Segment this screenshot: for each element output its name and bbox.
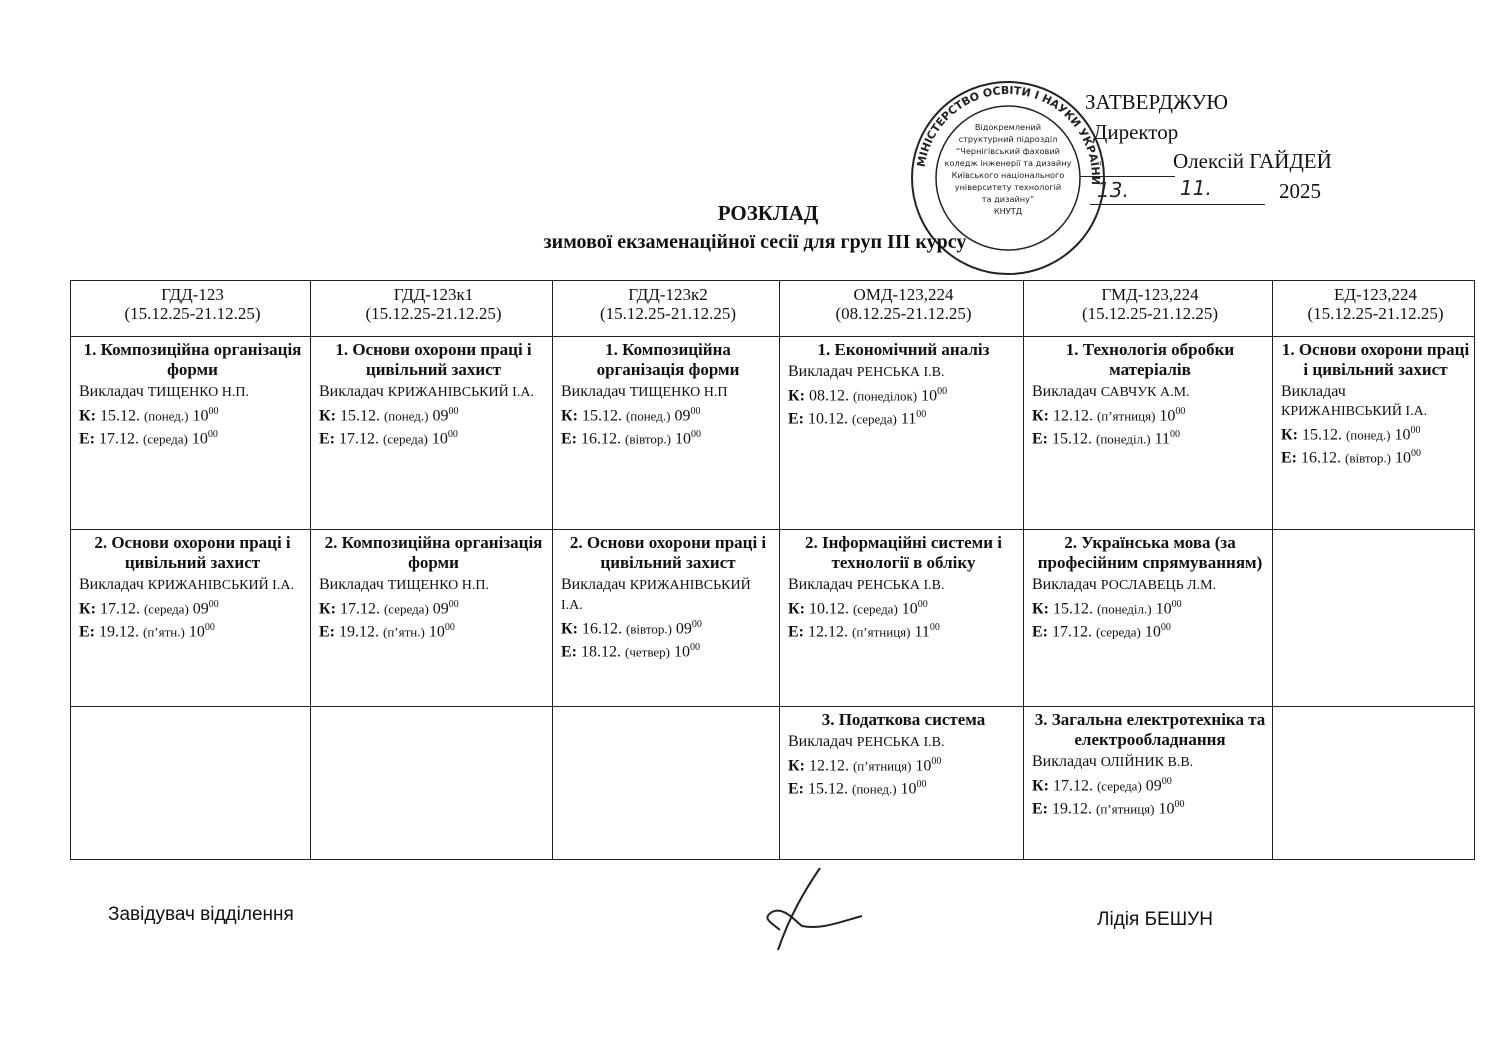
teacher-label: Викладач [79, 383, 144, 400]
approval-year: 2025 [1279, 179, 1321, 203]
exam-date: 15.12. [808, 780, 848, 798]
group-name: ОМД-123,224 [853, 285, 954, 304]
exam-label: Е: [788, 623, 804, 641]
consultation-hour: 09 [432, 600, 449, 618]
exam-hour: 10 [1158, 800, 1175, 818]
exam-line [79, 618, 306, 641]
consultation-date: 17.12. [339, 600, 380, 618]
consultation-date: 15.12. [339, 407, 380, 425]
subject-title: 2. Інформаційні системи і технології в обліку [804, 533, 1003, 572]
exam-date: 16.12. [1301, 449, 1341, 467]
table-header-row [71, 281, 1475, 337]
stamp-line-7: та дизайну” [981, 194, 1035, 204]
exam-line [1032, 795, 1268, 818]
teacher-label: Викладач [561, 383, 626, 400]
empty-cell [1273, 707, 1475, 860]
consultation-minutes: 00 [690, 406, 701, 417]
group-header [780, 281, 1024, 337]
approval-heading: ЗАТВЕРДЖУЮ [1085, 90, 1228, 114]
exam-label: Е: [561, 430, 577, 448]
consultation-hour: 09 [192, 600, 209, 618]
exam-label: Е: [1032, 800, 1048, 818]
department-head-name: Лідія БЕШУН [1097, 909, 1213, 930]
consultation-label: К: [561, 407, 578, 425]
group-period: (15.12.25-21.12.25) [124, 304, 261, 323]
exam-minutes: 00 [447, 429, 458, 441]
subject-title: 1. Технологія обробки матеріалів [1065, 340, 1235, 379]
consultation-label: К: [79, 600, 96, 618]
exam-line [788, 775, 1019, 798]
approval-position: Директор [1093, 120, 1179, 144]
teacher-label: Викладач [788, 576, 853, 593]
stamp-line-2: структурний підрозділ [958, 134, 1058, 144]
consultation-line [1032, 402, 1268, 425]
group-name: ЕД-123,224 [1334, 285, 1417, 304]
teacher-name: САВЧУК А.М. [1100, 385, 1190, 400]
group-header [553, 281, 780, 337]
consultation-line [1281, 421, 1470, 444]
subject-title: 2. Композиційна організація форми [324, 533, 543, 572]
teacher-line [561, 382, 775, 402]
consultation-label: К: [319, 600, 336, 618]
consultation-line [319, 402, 548, 425]
page-subtitle: зимової екзаменаційної сесії для груп ІІІ курсу [543, 231, 967, 253]
exam-hour: 10 [188, 623, 205, 641]
exam-label: Е: [1281, 449, 1297, 467]
group-period: (08.12.25-21.12.25) [835, 304, 972, 323]
consultation-weekday: (понед.) [625, 408, 671, 424]
consultation-hour: 10 [901, 600, 918, 618]
exam-line [1032, 425, 1268, 448]
exam-hour: 10 [191, 430, 208, 448]
consultation-line [561, 402, 775, 425]
exam-weekday: (середа) [852, 411, 897, 427]
consultation-date: 12.12. [808, 757, 849, 775]
consultation-label: К: [788, 387, 805, 405]
exam-cell [553, 337, 780, 530]
exam-weekday: (п’ятниця) [1096, 801, 1155, 817]
schedule-row [71, 707, 1475, 860]
teacher-line [1032, 752, 1268, 772]
teacher-name: ОЛІЙНИК В.В. [1100, 755, 1194, 770]
exam-date: 10.12. [808, 410, 848, 428]
teacher-line [319, 575, 548, 595]
exam-cell [1024, 530, 1273, 707]
consultation-hour: 10 [1159, 407, 1176, 425]
teacher-line [788, 362, 1019, 382]
teacher-name: РЕНСЬКА І.В. [856, 735, 945, 750]
exam-line [788, 405, 1019, 428]
department-head-title: Завідувач відділення [108, 904, 294, 925]
empty-cell [553, 707, 780, 860]
exam-label: Е: [788, 410, 804, 428]
consultation-weekday: (понед.) [1345, 427, 1391, 443]
exam-cell [780, 707, 1024, 860]
teacher-line [79, 382, 306, 402]
approval-director-name: Олексій ГАЙДЕЙ [1173, 149, 1332, 173]
exam-date: 17.12. [1052, 623, 1092, 641]
exam-cell [1273, 337, 1475, 530]
exam-line [561, 425, 775, 448]
teacher-name: КРИЖАНІВСЬКИЙ І.А. [387, 385, 534, 400]
teacher-name: ТИЩЕНКО Н.П. [147, 385, 250, 400]
subject-title: 1. Економічний аналіз [817, 340, 990, 359]
exam-hour: 10 [1394, 449, 1411, 467]
exam-label: Е: [788, 780, 804, 798]
exam-minutes: 00 [1174, 799, 1185, 811]
consultation-minutes: 00 [1410, 425, 1421, 436]
approval-month: 11. [1180, 176, 1212, 200]
consultation-date: 15.12. [581, 407, 622, 425]
consultation-minutes: 00 [1171, 599, 1182, 610]
exam-hour: 10 [900, 780, 917, 798]
teacher-line [1032, 382, 1268, 402]
consultation-minutes: 00 [448, 599, 459, 610]
exam-schedule-table [70, 280, 1475, 860]
consultation-minutes: 00 [917, 599, 928, 610]
exam-label: Е: [1032, 430, 1048, 448]
exam-cell [311, 530, 553, 707]
exam-hour: 10 [674, 430, 691, 448]
subject-title: 1. Композиційна організація форми [83, 340, 302, 379]
consultation-date: 12.12. [1052, 407, 1093, 425]
exam-weekday: (п’ятн.) [383, 624, 425, 640]
group-name: ГДД-123к2 [628, 285, 708, 304]
consultation-hour: 10 [1394, 426, 1411, 444]
exam-minutes: 00 [207, 429, 218, 441]
consultation-minutes: 00 [448, 406, 459, 417]
exam-hour: 11 [1154, 430, 1171, 448]
consultation-weekday: (понеділок) [852, 388, 918, 404]
consultation-label: К: [319, 407, 336, 425]
exam-date: 15.12. [1052, 430, 1092, 448]
teacher-line [79, 575, 306, 595]
exam-line [319, 618, 548, 641]
group-period: (15.12.25-21.12.25) [365, 304, 502, 323]
exam-line [561, 638, 775, 661]
teacher-name: РЕНСЬКА І.В. [856, 578, 945, 593]
consultation-line [561, 615, 775, 638]
consultation-label: К: [561, 620, 578, 638]
exam-minutes: 00 [1410, 448, 1421, 460]
consultation-weekday: (п’ятниця) [852, 758, 912, 774]
exam-minutes: 00 [444, 622, 455, 634]
consultation-date: 16.12. [581, 620, 622, 638]
consultation-minutes: 00 [937, 386, 948, 397]
exam-hour: 10 [428, 623, 445, 641]
group-name: ГМД-123,224 [1101, 285, 1199, 304]
exam-cell [780, 530, 1024, 707]
exam-cell [71, 530, 311, 707]
group-period: (15.12.25-21.12.25) [1082, 304, 1218, 323]
exam-weekday: (вівтор.) [625, 431, 671, 447]
consultation-date: 15.12. [1052, 600, 1093, 618]
consultation-minutes: 00 [931, 756, 942, 767]
teacher-name: ТИЩЕНКО Н.П. [387, 578, 490, 593]
empty-cell [311, 707, 553, 860]
exam-line [1032, 618, 1268, 641]
exam-minutes: 00 [204, 622, 215, 634]
exam-date: 18.12. [581, 643, 621, 661]
consultation-hour: 10 [1155, 600, 1172, 618]
consultation-weekday: (середа) [1096, 778, 1142, 794]
department-head-signature [750, 860, 870, 960]
teacher-label: Викладач [1281, 383, 1346, 400]
consultation-hour: 09 [675, 620, 692, 638]
teacher-label: Викладач [1032, 576, 1097, 593]
consultation-weekday: (середа) [852, 601, 898, 617]
consultation-date: 15.12. [1301, 426, 1342, 444]
page-title: РОЗКЛАД [717, 201, 819, 225]
subject-title: 2. Українська мова (за професійним спрямуванням) [1037, 533, 1263, 572]
exam-weekday: (п’ятн.) [143, 624, 185, 640]
exam-hour: 10 [431, 430, 448, 448]
consultation-label: К: [1281, 426, 1298, 444]
exam-weekday: (понед.) [852, 781, 897, 797]
exam-minutes: 00 [929, 622, 940, 634]
exam-weekday: (вівтор.) [1345, 450, 1391, 466]
consultation-line [79, 402, 306, 425]
exam-minutes: 00 [689, 642, 700, 654]
stamp-line-6: університету технологій [954, 182, 1062, 192]
exam-minutes: 00 [690, 429, 701, 441]
stamp-line-3: “Чернігівський фаховий [956, 146, 1060, 156]
consultation-date: 08.12. [808, 387, 849, 405]
teacher-line [561, 575, 775, 615]
teacher-name: РОСЛАВЕЦЬ Л.М. [1100, 578, 1217, 593]
exam-weekday: (п’ятниця) [852, 624, 911, 640]
exam-cell [553, 530, 780, 707]
teacher-label: Викладач [319, 383, 384, 400]
consultation-weekday: (понеділ.) [1096, 601, 1152, 617]
subject-title: 2. Основи охорони праці і цивільний захист [94, 533, 291, 572]
teacher-name: КРИЖАНІВСЬКИЙ І.А. [147, 578, 294, 593]
consultation-label: К: [1032, 777, 1049, 795]
exam-weekday: (середа) [143, 431, 188, 447]
subject-title: 1. Композиційна організація форми [596, 340, 740, 379]
consultation-weekday: (середа) [143, 601, 189, 617]
stamp-line-8: КНУТД [993, 206, 1023, 216]
consultation-minutes: 00 [691, 619, 702, 630]
schedule-row [71, 530, 1475, 707]
exam-label: Е: [319, 430, 335, 448]
exam-date: 19.12. [99, 623, 139, 641]
group-period: (15.12.25-21.12.25) [600, 304, 736, 323]
schedule-row [71, 337, 1475, 530]
exam-cell [780, 337, 1024, 530]
exam-line [79, 425, 306, 448]
exam-date: 19.12. [339, 623, 379, 641]
consultation-line [788, 752, 1019, 775]
exam-cell [311, 337, 553, 530]
teacher-name: КРИЖАНІВСЬКИЙ І.А. [1281, 404, 1428, 419]
consultation-weekday: (вівтор.) [625, 621, 672, 637]
consultation-label: К: [788, 757, 805, 775]
consultation-hour: 10 [915, 757, 932, 775]
exam-label: Е: [79, 623, 95, 641]
exam-line [788, 618, 1019, 641]
consultation-line [319, 595, 548, 618]
teacher-line [1032, 575, 1268, 595]
teacher-label: Викладач [561, 576, 626, 593]
exam-label: Е: [79, 430, 95, 448]
exam-date: 16.12. [581, 430, 621, 448]
exam-label: Е: [1032, 623, 1048, 641]
exam-weekday: (понеділ.) [1096, 431, 1151, 447]
exam-cell [1024, 707, 1273, 860]
consultation-weekday: (середа) [383, 601, 429, 617]
consultation-weekday: (понед.) [383, 408, 429, 424]
exam-line [1281, 444, 1470, 467]
consultation-date: 17.12. [99, 600, 140, 618]
consultation-weekday: (понед.) [143, 408, 189, 424]
exam-label: Е: [561, 643, 577, 661]
exam-cell [1024, 337, 1273, 530]
consultation-date: 15.12. [99, 407, 140, 425]
consultation-hour: 09 [432, 407, 449, 425]
exam-hour: 11 [900, 410, 917, 428]
consultation-date: 10.12. [808, 600, 849, 618]
exam-weekday: (середа) [1096, 624, 1141, 640]
consultation-line [79, 595, 306, 618]
group-header [71, 281, 311, 337]
consultation-minutes: 00 [208, 599, 219, 610]
exam-date: 12.12. [808, 623, 848, 641]
exam-weekday: (середа) [383, 431, 428, 447]
consultation-date: 17.12. [1052, 777, 1093, 795]
exam-hour: 10 [673, 643, 690, 661]
subject-title: 1. Основи охорони праці і цивільний захист [335, 340, 532, 379]
teacher-line [788, 732, 1019, 752]
subject-title: 1. Основи охорони праці і цивільний захист [1281, 340, 1470, 379]
exam-hour: 11 [914, 623, 930, 641]
empty-cell [1273, 530, 1475, 707]
subject-title: 2. Основи охорони праці і цивільний захист [569, 533, 767, 572]
group-header [1024, 281, 1273, 337]
exam-date: 17.12. [99, 430, 139, 448]
exam-line [319, 425, 548, 448]
exam-minutes: 00 [916, 779, 927, 791]
exam-label: Е: [319, 623, 335, 641]
empty-cell [71, 707, 311, 860]
consultation-minutes: 00 [1161, 776, 1172, 787]
exam-weekday: (четвер) [625, 644, 670, 660]
exam-cell [71, 337, 311, 530]
teacher-label: Викладач [788, 733, 853, 750]
stamp-line-4: коледж інженерії та дизайну [944, 158, 1072, 168]
teacher-line [319, 382, 548, 402]
consultation-line [788, 595, 1019, 618]
group-header [1273, 281, 1475, 337]
teacher-label: Викладач [1032, 383, 1097, 400]
consultation-label: К: [1032, 600, 1049, 618]
teacher-label: Викладач [788, 363, 853, 380]
stamp-ring-text: МІНІСТЕРСТВО ОСВІТИ І НАУКИ УКРАЇНИ [914, 83, 1103, 186]
consultation-line [1032, 772, 1268, 795]
consultation-hour: 09 [1145, 777, 1162, 795]
teacher-label: Викладач [319, 576, 384, 593]
teacher-line [788, 575, 1019, 595]
consultation-hour: 10 [921, 387, 938, 405]
consultation-minutes: 00 [1175, 406, 1186, 417]
subject-title: 3. Податкова система [821, 710, 986, 729]
teacher-label: Викладач [79, 576, 144, 593]
consultation-line [788, 382, 1019, 405]
approval-day: 13. [1097, 178, 1129, 202]
consultation-line [1032, 595, 1268, 618]
teacher-name: КРИЖАНІВСЬКИЙ І.А. [561, 578, 751, 613]
stamp-line-1: Відокремлений [974, 122, 1042, 132]
teacher-name: ТИЩЕНКО Н.П [629, 385, 728, 400]
consultation-label: К: [1032, 407, 1049, 425]
exam-date: 17.12. [339, 430, 379, 448]
stamp-line-5: Київського національного [951, 170, 1065, 180]
group-period: (15.12.25-21.12.25) [1307, 304, 1444, 323]
subject-title: 3. Загальна електротехніка та електрообладнання [1034, 710, 1266, 749]
consultation-weekday: (п’ятниця) [1096, 408, 1156, 424]
teacher-label: Викладач [1032, 753, 1097, 770]
exam-minutes: 00 [916, 409, 927, 421]
group-name: ГДД-123к1 [393, 285, 474, 304]
exam-minutes: 00 [1170, 429, 1181, 441]
exam-minutes: 00 [1160, 622, 1171, 634]
consultation-label: К: [79, 407, 96, 425]
consultation-hour: 09 [674, 407, 691, 425]
exam-date: 19.12. [1052, 800, 1092, 818]
group-name: ГДД-123 [161, 285, 224, 304]
group-header [311, 281, 553, 337]
consultation-minutes: 00 [208, 406, 219, 417]
consultation-hour: 10 [192, 407, 209, 425]
teacher-line [1281, 382, 1470, 421]
exam-hour: 10 [1144, 623, 1161, 641]
consultation-label: К: [788, 600, 805, 618]
teacher-name: РЕНСЬКА І.В. [856, 365, 945, 380]
